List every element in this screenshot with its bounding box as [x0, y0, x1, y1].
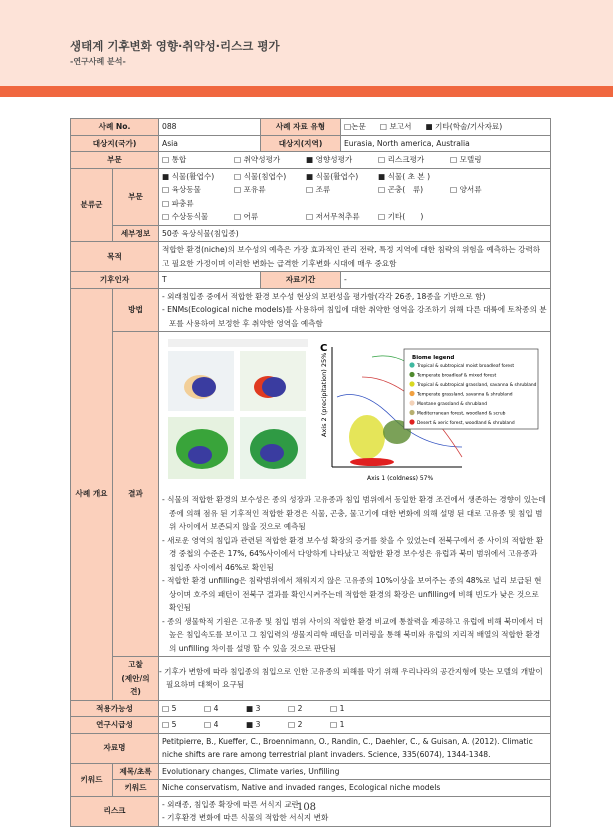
- data-type: □논문 □ 보고서 ■ 기타(학술/기사자료): [341, 119, 551, 136]
- label-overview: 사례 개요: [71, 288, 113, 700]
- label-applicability: 적용가능성: [71, 700, 159, 717]
- header-bar: [0, 86, 613, 97]
- legend-label: Temperate broadleaf & mixed forest: [417, 373, 497, 379]
- risk: - 외래종, 침입종 확장에 따른 서식지 교란 - 기후환경 변화에 따른 식물의 적합한 서식지 변화: [159, 796, 551, 826]
- detail: 50종 육상식물(침입종): [159, 225, 551, 242]
- label-detail: 세부정보: [113, 225, 159, 242]
- label-risk: 리스크: [71, 796, 159, 826]
- label-urgency: 연구시급성: [71, 717, 159, 734]
- label-case-no: 사례 No.: [71, 119, 159, 136]
- label-region: 대상지(지역): [261, 135, 341, 152]
- legend-label: Mediterranean forest, woodland & scrub: [417, 411, 506, 417]
- country: Asia: [159, 135, 261, 152]
- panel-ab-maps: [168, 339, 308, 479]
- period: -: [341, 272, 551, 289]
- legend-swatch: [409, 381, 414, 386]
- taxon-options: ■ 식물(활엽수) □ 식물(침엽수) ■ 식물(활엽수) ■ 식물( 초 본 ) □ 육상동물 □ 포유류 □ 조류 □ 곤충( 류) □ 양서류□ 파충류 □ 수상동식물 □ 어류 □ 저서무척추류 □ 기타( ): [159, 168, 551, 225]
- purpose: 적합한 환경(niche)의 보수성의 예측은 가장 효과적인 관리 전략, 특정 지역에 대한 침략의 위험을 예측하는 강력하고 필요한 가정이며 이러한 변화는 급격한 기후변화 시대에 매우 중요함: [159, 242, 551, 272]
- row-taxon: [71, 168, 551, 225]
- legend-label: Tropical & subtropical grassland, savanna & shrubland: [417, 383, 537, 388]
- label-sector: 부문: [71, 152, 159, 169]
- row-case-no: [71, 119, 551, 136]
- label-period: 자료기간: [261, 272, 341, 289]
- label-keyword: 키워드: [71, 763, 113, 796]
- legend-label: Tropical & subtropical moist broadleaf forest: [417, 364, 515, 369]
- label-data-type: 사례 자료 유형: [261, 119, 341, 136]
- svg-text:Biome legend: Biome legend: [412, 355, 455, 361]
- label-result: 결과: [113, 332, 159, 657]
- urgency-options: □ 5 □ 4 ■ 3 □ 2 □ 1: [159, 717, 551, 734]
- legend-swatch: [409, 362, 414, 367]
- row-sector: [71, 152, 551, 169]
- label-kw-title: 제목/초록: [113, 763, 159, 780]
- legend-label: Temperate grassland, savanna & shrubland: [417, 392, 513, 398]
- kw-kw: Niche conservatism, Native and invaded ranges, Ecological niche models: [159, 780, 551, 797]
- applicability-options: □ 5 □ 4 ■ 3 □ 2 □ 1: [159, 700, 551, 717]
- svg-text:Axis 1 (coldness) 57%: Axis 1 (coldness) 57%: [367, 475, 434, 482]
- page-number: 108: [296, 802, 317, 813]
- label-method: 방법: [113, 288, 159, 332]
- label-kw-kw: 키워드: [113, 780, 159, 797]
- region: Eurasia, North america, Australia: [341, 135, 551, 152]
- row-location: [71, 135, 551, 152]
- legend-label: Montane grassland & shrubland: [417, 402, 488, 407]
- label-taxon: 분류군: [71, 168, 113, 242]
- label-taxon-sector: 부문: [113, 168, 159, 225]
- legend-label: Desert & xeric forest, woodland & shrubland: [417, 421, 515, 426]
- climate: T: [159, 272, 261, 289]
- result-figure: [162, 337, 542, 487]
- method: - 외래침입종 중에서 적합한 환경 보수성 현상의 보편성을 평가함(각각 26종, 18종을 기반으로 함) - ENMs(Ecological niche models)를 사용하여 침입에 대한 취약한 영역을 강조하기 위해 다른 대륙에 토착종의 분포를 사용하여 보정한 후 취약한 영역을 예측함: [159, 288, 551, 332]
- page-subtitle: -연구사례 분석-: [70, 57, 126, 66]
- legend-swatch: [409, 372, 414, 377]
- case-table: [70, 118, 551, 827]
- sector-options: □ 통합 □ 취약성평가 ■ 영향성평가 □ 리스크평가 □ 모델링: [159, 152, 551, 169]
- label-discussion: 고찰 (제안/의견): [113, 657, 159, 701]
- label-purpose: 목적: [71, 242, 159, 272]
- case-no: 088: [159, 119, 261, 136]
- svg-text:Axis 2 (precipitation) 25%: Axis 2 (precipitation) 25%: [320, 352, 328, 437]
- label-climate: 기후인자: [71, 272, 159, 289]
- legend-swatch: [409, 400, 414, 405]
- legend-swatch: [409, 410, 414, 415]
- label-source: 자료명: [71, 733, 159, 763]
- source: Petitpierre, B., Kueffer, C., Broennimann, O., Randin, C., Daehler, C., & Guisan, A. (2012). Climatic niche shifts are rare among terrestrial plant invaders. Science, 335(6074), 1344-1348.: [159, 733, 551, 763]
- result: C Axis 2 (precipitation) 25% Axis 1 (coldness) 57% Biome legend Tropical & subtropical moist broadleaf forest Temperate broadleaf & mixed forest Tropical & subtropical grassland, savanna & shrubland Temperate grassland, savanna & shrubland Montane grassland & shrubland Mediterranean forest, woodland & scrub Desert & xeric forest, woodland & shrubland - 식물의 적합한 환경의 보수성은 종의 성장과 고유종과 침입 범위에서 동일한 환경 조건에서 생존하는 경향이 있는데 종에 의해 점유 된 기후적인 적합한 환경은 식물, 곤충, 물고기에 대한 변화에 의해 설명 된 대로 고유종 및 침입 범위 사이에서 보존되지 않을 것으로 예측됨 - 새로운 영역의 침입과 관련된 적합한 환경 보수성 확장의 증거를 찾을 수 있었는데 전북구에서 종 사이의 적합한 환경 중첩의 수준은 17%, 64%사이에서 다양하게 나타났고 적합한 환경 보수성은 유럽과 북미 범위에서 고유종과 침입종 사이에서 46%로 확인됨 - 적합한 환경 unfilling은 침략범위에서 채워지지 않은 고유종의 10%이상을 보여주는 종의 48%로 널리 보급된 현상이며 호주의 패턴이 전북구 결과를 확인시켜주는데 적합한 환경의 확장은 unfilling에 비해 빈도가 낮은 것으로 확인됨 - 종의 생물학적 기원은 고유종 및 침입 범위 사이의 적합한 환경 비교에 통찰력을 제공하고 유럽에 비해 북미에서 더 높은 침입속도를 보이고 그 침입력의 생물지리학 패턴을 미러링을 통해 북미와 유럽의 지리적 배열의 적합한 환경의 unfilling 차이를 설명 할 수 있을 것으로 판단됨: [159, 332, 551, 657]
- label-country: 대상지(국가): [71, 135, 159, 152]
- legend-swatch: [409, 419, 414, 424]
- biome-legend: [404, 349, 538, 429]
- svg-text:C: C: [320, 343, 328, 354]
- kw-title: Evolutionary changes, Climate varies, Unfilling: [159, 763, 551, 780]
- page-title: 생태계 기후변화 영향·취약성·리스크 평가: [70, 39, 280, 53]
- discussion: - 기후가 변함에 따라 침입종의 침입으로 인한 고유종의 피해를 막기 위해 우리나라의 공간지형에 맞는 모델의 개발이 필요하며 대책이 요구됨: [159, 657, 551, 701]
- legend-swatch: [409, 391, 414, 396]
